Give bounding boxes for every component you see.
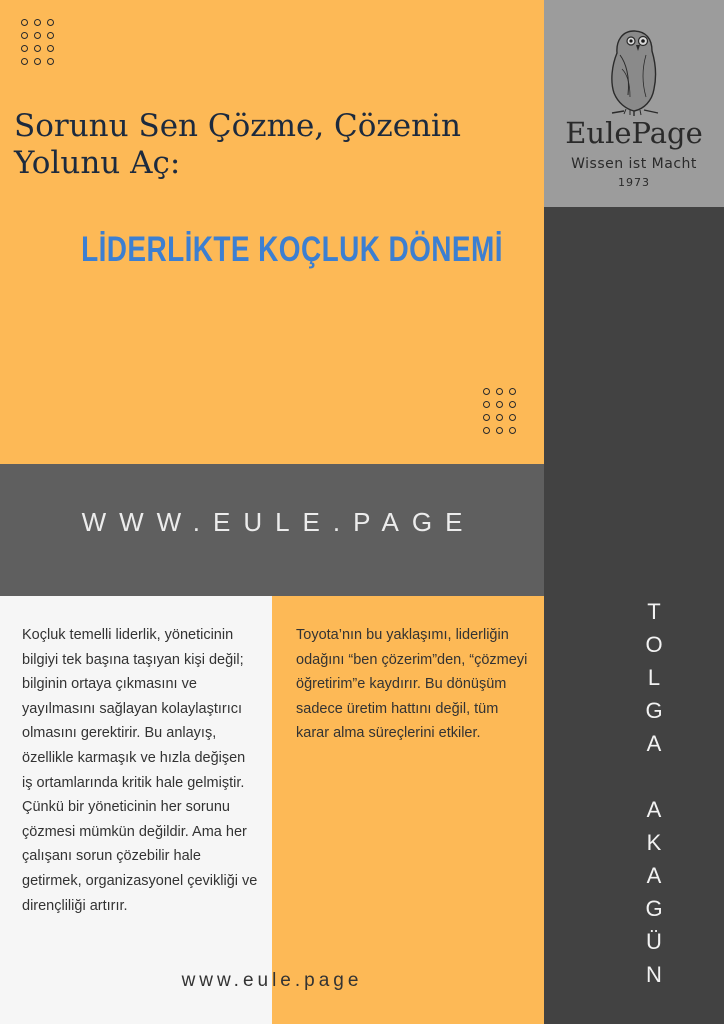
logo-brand-name: EulePage <box>565 116 703 150</box>
author-letter: A <box>646 863 662 888</box>
author-letter: G <box>645 896 663 921</box>
decorative-dots-right <box>483 388 516 434</box>
left-paragraph: Koçluk temelli liderlik, yöneticinin bilgiyi tek başına taşıyan kişi değil; bilginin ortaya çıkmasını ve yayılmasını sağlayan kolaylaştırıcı olmasını gerektirir. Bu anlayış, özellikle karmaşık ve hızla değişen iş ortamlarında kritik hale gelmiştir. Çünkü bir yöneticinin her sorunu çözmesi mümkün değildir. Ama her çalışanı sorun çözebilir hale getirmek, organizasyonel çevikliği ve dirençliliği artırır. <box>22 627 258 914</box>
website-url-banner: WWW.EULE.PAGE <box>81 507 476 537</box>
decorative-dots-top-left <box>21 19 54 65</box>
footer-url: www.eule.page <box>181 970 363 991</box>
right-paragraph: Toyota’nın bu yaklaşımı, liderliğin odağını “ben çözerim”den, “çözmeyi öğretirim”e kaydırır. Bu dönüşüm sadece üretim hattını değil, tüm karar alma süreçlerini etkiler. <box>296 627 528 742</box>
page-title: Sorunu Sen Çözme, Çözenin Yolunu Aç: <box>14 108 461 181</box>
author-letter: G <box>645 698 663 723</box>
author-letter: L <box>647 665 661 690</box>
author-letter: A <box>646 797 662 822</box>
author-letter: K <box>646 830 662 855</box>
author-letter: T <box>647 599 661 624</box>
author-letter: A <box>646 731 662 756</box>
owl-icon <box>600 25 670 117</box>
logo-year: 1973 <box>618 176 650 189</box>
author-name-vertical <box>634 595 674 991</box>
author-letter: N <box>646 962 662 987</box>
logo-tagline: Wissen ist Macht <box>571 156 697 172</box>
page-subtitle: LİDERLİKTE KOÇLUK DÖNEMİ <box>81 230 503 269</box>
author-letter: O <box>645 632 663 657</box>
author-letter: Ü <box>646 929 662 954</box>
